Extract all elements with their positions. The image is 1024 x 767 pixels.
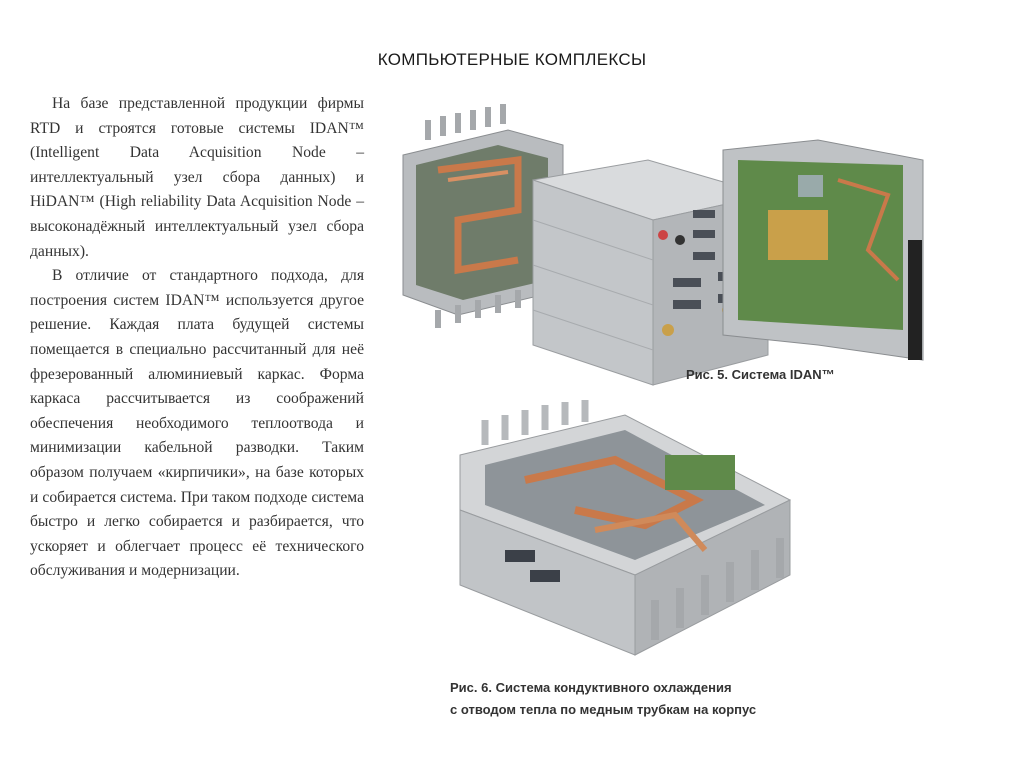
- figure-cooling-photo: [445, 400, 795, 660]
- figure-6-caption-line-2: с отводом тепла по медным трубкам на корпус: [450, 702, 757, 717]
- open-module-right: [723, 140, 923, 360]
- figure-6-caption: [450, 677, 756, 721]
- figure-idan-photo: [398, 100, 926, 390]
- page-title: КОМПЬЮТЕРНЫЕ КОМПЛЕКСЫ: [377, 50, 647, 69]
- figure-5-caption: Рис. 5. Система IDAN™: [686, 367, 835, 382]
- paragraph-2: В отличие от стандартного подхода, для построения систем IDAN™ используется другое решение. Каждая плата будущей системы помещается в специально рассчитанный для неё фрезерованный алюминиевый каркас. Форма каркаса рассчитывается из соображений обеспечения необходимого теплоотвода и минимизации кабельной разводки. Таким образом получаем «кирпичики», на базе которых и собирается система. При таком подходе система быстро и легко собирается и разбирается, что ускоряет и облегчает процесс её технического обслуживания и модернизации.: [30, 267, 364, 580]
- figure-6-caption-line-1: Рис. 6. Система кондуктивного охлаждения: [450, 680, 732, 695]
- paragraph-1: На базе представленной продукции фирмы RTD и строятся готовые системы IDAN™ (Intelligent Data Acquisition Node – интеллектуальный узел сбора данных) и HiDAN™ (High reliability Data Acquisition Node – высоконадёжный интеллектуальный узел сбора данных).: [30, 95, 364, 260]
- body-text: [30, 92, 364, 584]
